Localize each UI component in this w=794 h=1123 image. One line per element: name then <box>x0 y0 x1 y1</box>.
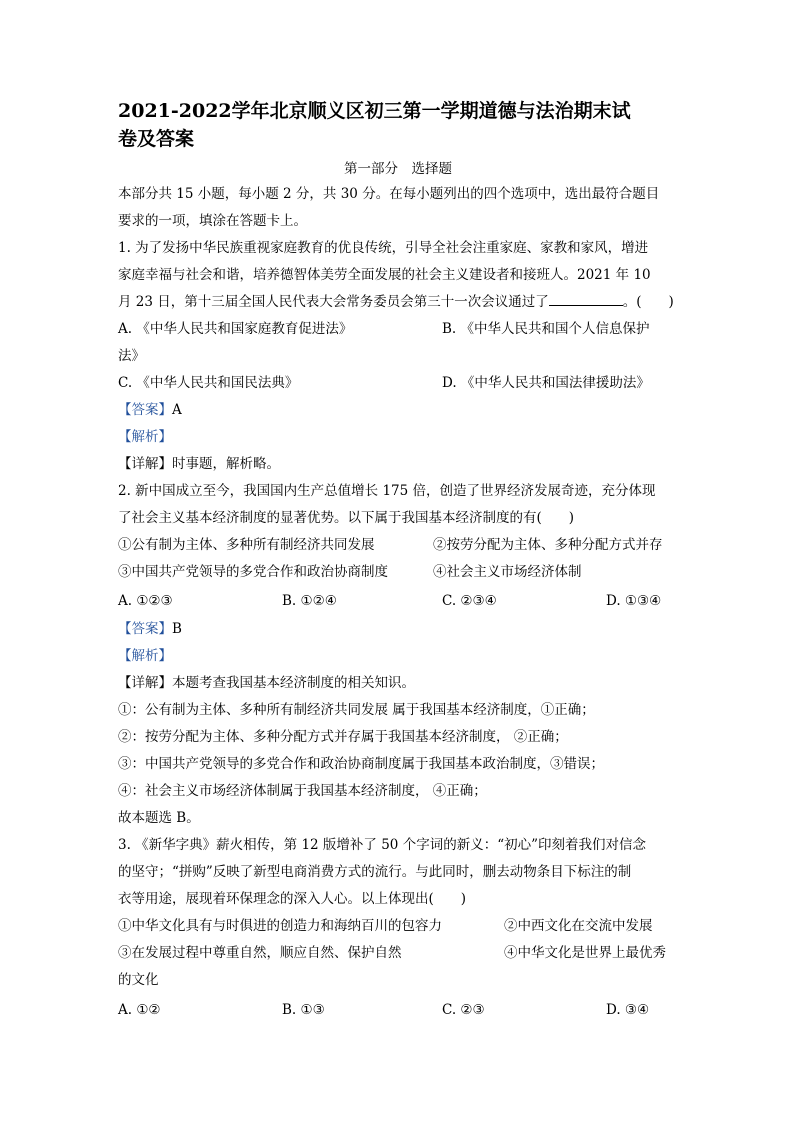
q3-statement-4: ④中华文化是世界上最优秀 <box>504 945 666 961</box>
q3-line2: 的坚守；“拼购”反映了新型电商消费方式的流行。与此同时，删去动物条目下标注的制 <box>118 864 632 880</box>
q1-option-c: C. 《中华人民共和国民法典》 <box>118 375 299 391</box>
q2-option-b: B. ①②④ <box>282 593 337 609</box>
q3-statements-34 <box>118 940 678 967</box>
q1-detail: 【详解】时事题，解析略。 <box>118 456 280 472</box>
q1-options-ab <box>118 316 678 343</box>
q2-statement-4: ④社会主义市场经济体制 <box>433 564 582 580</box>
q2-answer: 【答案】B <box>118 621 182 637</box>
q2-statement-3: ③中国共产党领导的多党合作和政治协商制度 <box>118 564 388 580</box>
q1-answer: 【答案】A <box>118 402 182 418</box>
q2-statement-2: ②按劳分配为主体、多种分配方式并存 <box>433 537 663 553</box>
intro-line2: 要求的一项，填涂在答题卡上。 <box>118 213 307 229</box>
doc-title-line2: 卷及答案 <box>118 128 195 150</box>
q3-option-c: C. ②③ <box>442 1002 485 1018</box>
q2-options <box>118 586 678 616</box>
q2-statements-34 <box>118 559 678 586</box>
doc-title-line1: 2021-2022学年北京顺义区初三第一学期道德与法治期末试 <box>118 100 631 122</box>
q3-statement-3: ③在发展过程中尊重自然，顺应自然、保护自然 <box>118 945 402 961</box>
q3-options <box>118 994 678 1026</box>
q3-line1: 3. 《新华字典》薪火相传，第 12 版增补了 50 个字词的新义：“初心”印刻着我们对信念 <box>118 837 646 853</box>
q2-option-c: C. ②③④ <box>442 593 497 609</box>
q3-statement-2: ②中西文化在交流中发展 <box>504 918 653 934</box>
section-heading: 第一部分 选择题 <box>344 161 452 177</box>
q2-option-a: A. ①②③ <box>118 593 173 609</box>
q2-statement-1: ①公有制为主体、多种所有制经济共同发展 <box>118 537 375 553</box>
q2-explain-2: ②：按劳分配为主体、多种分配方式并存属于我国基本经济制度， ②正确； <box>118 729 568 745</box>
q2-analysis: 【解析】 <box>118 648 172 664</box>
answer-blank <box>549 291 623 306</box>
q1-option-b: B. 《中华人民共和国个人信息保护 <box>442 321 650 337</box>
q1-analysis: 【解析】 <box>118 429 172 445</box>
q1-option-a: A. 《中华人民共和国家庭教育促进法》 <box>118 321 353 337</box>
q2-statements-12 <box>118 532 678 559</box>
q1-options-cd <box>118 370 678 397</box>
q3-option-a: A. ①② <box>118 1002 161 1018</box>
q1-option-d: D. 《中华人民共和国法律援助法》 <box>442 375 650 391</box>
q1-line1: 1. 为了发扬中华民族重视家庭教育的优良传统，引导全社会注重家庭、家教和家风，增进 <box>118 240 649 256</box>
q3-option-d: D. ③④ <box>606 1002 650 1018</box>
q3-option-b: B. ①③ <box>282 1002 325 1018</box>
q1-option-b-cont: 法》 <box>118 348 145 364</box>
q3-statement-4-cont: 的文化 <box>118 972 159 988</box>
q2-explain-5: 故本题选 B。 <box>118 810 200 826</box>
q2-line1: 2. 新中国成立至今，我国国内生产总值增长 175 倍，创造了世界经济发展奇迹，充分体现 <box>118 483 656 499</box>
q2-explain-4: ④：社会主义市场经济体制属于我国基本经济制度， ④正确； <box>118 783 487 799</box>
q2-explain-3: ③：中国共产党领导的多党合作和政治协商制度属于我国基本政治制度，③错误； <box>118 756 604 772</box>
q1-line3: 月 23 日，第十三届全国人民代表大会常务委员会第三十一次会议通过了 。( ) <box>118 289 678 316</box>
q1-line2: 家庭幸福与社会和谐，培养德智体美劳全面发展的社会主义建设者和接班人。2021 年 10 <box>118 267 651 283</box>
q2-option-d: D. ①③④ <box>606 593 662 609</box>
document-page <box>118 97 678 1026</box>
q2-detail: 【详解】本题考查我国基本经济制度的相关知识。 <box>118 675 415 691</box>
q2-explain-1: ①：公有制为主体、多种所有制经济共同发展 属于我国基本经济制度，①正确； <box>118 702 595 718</box>
q3-statement-1: ①中华文化具有与时俱进的创造力和海纳百川的包容力 <box>118 918 442 934</box>
q2-line2: 了社会主义基本经济制度的显著优势。以下属于我国基本经济制度的有( ) <box>118 510 575 526</box>
q3-statements-12 <box>118 913 678 940</box>
q3-line3: 衣等用途，展现着环保理念的深入人心。以上体现出( ) <box>118 891 467 907</box>
intro-line1: 本部分共 15 小题，每小题 2 分，共 30 分。在每小题列出的四个选项中，选出最符合题目 <box>118 186 660 202</box>
